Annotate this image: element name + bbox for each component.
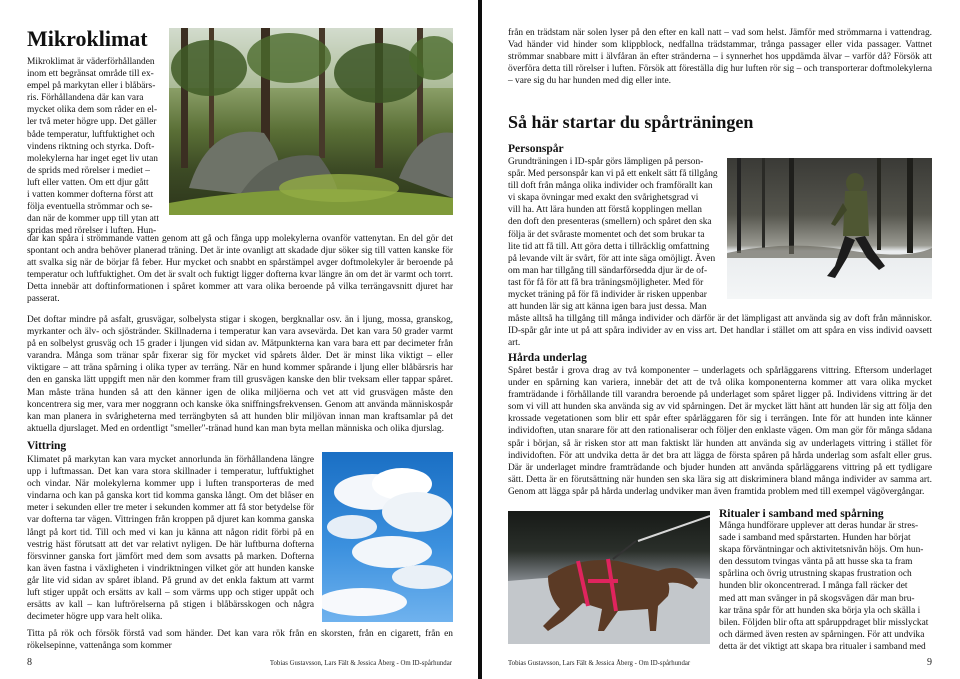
personspar-line: på levande vilt är svårt, för att inte säga omöjligt. Även xyxy=(508,253,716,264)
ritualer-line: sade i samband med spårstarten. Hunden har börjat xyxy=(719,533,911,544)
intro-line: spridas med rörelser i luften. Hun- xyxy=(27,226,157,237)
left-page xyxy=(0,0,478,679)
intro-line: följa eventuella strömmar och se- xyxy=(27,202,153,213)
ritualer-paragraph xyxy=(719,520,932,653)
intro-line: luft eller vatten. Om ett djur gått xyxy=(27,177,149,188)
vittring-paragraph: Klimatet på markytan kan vara mycket annorlunda än förhållandena längre upp i luftmassan. Det kan vara stora skillnader i temperatur, luftfuktighet och vindar. När molekylerna kommer upp i luften transporteras de med vindarna och kan på ganska kort tid komma ganska långt. Om det blåser en meter i sekunden eller tre meter i sekunden kommer att få stor betydelse för var dofterna tar vägen. Vittringen från kroppen på djuret kan komma ganska långt på kort tid. Till och med vi kan ju känna att någon ridit förbi på en vestrig häst förutsatt att det var relativt nyligen. De här luftburna dofterna försvinner ganska fort jämfört med dem som avsatts på marken. Dofterna kan även fastna i växligheten i vindriktningen vilket gör att hunden kanske går lite vid sidan av spåret ibland. På grund av det enkla faktum att varmt luft stiger uppåt och ersätts av kall – som värms upp och stiger uppåt och ersätts av kall – kan luftrörelserna på stigen i blåbärsskogen och några decimeter högre upp vara helt olika. xyxy=(27,455,314,623)
personspar-line: vill ha. Att lära hunden att förstå kopplingen mellan xyxy=(508,205,702,216)
ritualer-line: detta är det viktigt att skapa bra ritualer i samband med xyxy=(719,641,926,652)
personspar-line: vi skapa övningar med exakt den svårighetsgrad vi xyxy=(508,193,699,204)
page-footer: Tobias Gustavsson, Lars Fält & Jessica Åberg - Om ID-spårhundar xyxy=(269,660,452,667)
intro-line: ler två meter högre upp. Det gäller xyxy=(27,117,157,128)
continued-paragraph: från en trädstam när solen lyser på den efter en kall natt – vad som helst. Jämför med strömmarna i vattendrag. Vad händer vid hinder som klippblock, nedfallna trädstammar, trånga passager eller vida passager. Vattnet strömmar snabbare mitt i älvfåran än efter stränderna – i synnerhet hos uppdämda älvar – varför då? Försök att överföra detta till rörelser i luften. Försök att föreställa dig hur luften rör sig – och transporterar doftmolekylerna – vare sig du har hunden med dig eller inte. xyxy=(508,28,932,87)
page-footer: Tobias Gustavsson, Lars Fält & Jessica Åberg - Om ID-spårhundar xyxy=(508,660,691,667)
intro-line: Mikroklimat är väderförhållanden xyxy=(27,57,155,67)
personspar-line: till doft från många olika individer och framförallt kan xyxy=(508,181,713,192)
right-page xyxy=(482,0,960,679)
intro-line: dan när de kommer upp till ytan att xyxy=(27,214,159,225)
intro-line: de sprids med rörelser i mediet – xyxy=(27,165,150,176)
ritualer-line: den dessutom tvingas vänta på att husse ska ta fram xyxy=(719,557,913,568)
intro-line: molekylerna har inget eget liv utan xyxy=(27,153,158,164)
page-number: 9 xyxy=(927,657,932,668)
person-walking-forest-photo xyxy=(727,158,932,299)
vittring-heading: Vittring xyxy=(27,440,67,452)
harda-underlag-heading: Hårda underlag xyxy=(508,352,587,364)
ritualer-line: spårlina och övrig utrustning skapas frustration och xyxy=(719,569,912,580)
personspar-line: att hunden lär sig att känna igen bara just dessa. Man xyxy=(508,302,707,313)
section-heading: Så här startar du spårträningen xyxy=(508,112,754,132)
intro-line: ris. Förhållandena där kan vara xyxy=(27,93,144,104)
page-title: Mikroklimat xyxy=(27,26,148,51)
personspar-paragraph xyxy=(508,156,722,313)
ritualer-line: och därmed även resten av spårningen. För att undvika xyxy=(719,629,925,640)
personspar-line: lite tid att få till. Att göra detta i tillräcklig omfattning xyxy=(508,241,710,252)
personspar-line: den doft den presenteras (smellern) och spåret den ska xyxy=(508,217,712,228)
harda-underlag-paragraph: Spåret består i grova drag av två komponenter – underlagets och spårläggarens vittring. Eftersom underlaget under en spårning kan variera, innebär det att de två olika komponenterna kommer att vara olika mycket framträdande i förhållande till varandra beroende på underlaget som spåret ligger på. Individens vittring är det som vi vill att hunden ska använda sig av vid spårningen. Det är mycket lätt hänt att hunden lär sig att följa den krossade vegetationen som blir ett spår efter spårläggaren för sig i terrängen. Inte för att hunden inte känner individoften, utan snarare för att den rationaliserar och följer den enklaste vägen. Om man gör för många sådana spår i början, så är risken stor att man faktiskt lär hunden att använda sig av underlagets vittring i stället för individoften. För att undvika detta är det bra att lägga de första spåren på hårda underlag som asfalt eller grus. Där är underlaget mindre framträdande och bjuder hunden att använda spårläggarens vittring på ett tydligare sätt. Detta är en förutsättning när hunden sen ska lära sig att diskriminera bland många individer av samma art. Genom att lägga spår på hårda underlag undviker man även framtida problem med till exempel vägövergångar. xyxy=(508,366,932,497)
personspar-line: spår. Med personspår kan vi på ett enkelt sätt få tillgång xyxy=(508,169,718,180)
dog-harness-tracking-photo xyxy=(508,511,710,644)
ritualer-line: bilen. Följden blir ofta att spåruppdraget blir misslyckat xyxy=(719,617,929,628)
personspar-heading: Personspår xyxy=(508,143,564,155)
personspar-line: Grundträningen i ID-spår görs lämpligen på person- xyxy=(508,157,704,167)
personspar-line: följa är det svåraste momentet och det som brukar ta xyxy=(508,229,705,240)
personspar-line: mycket träning på för få individer är risken uppenbar xyxy=(508,290,707,301)
intro-paragraph xyxy=(27,56,163,237)
forest-rocks-photo xyxy=(169,28,453,215)
ritualer-heading: Ritualer i samband med spårning xyxy=(719,508,884,520)
cloudy-sky-photo xyxy=(322,452,453,622)
ritualer-line: med att man svänger in på skogsvägen där man bru- xyxy=(719,593,915,604)
page-number: 8 xyxy=(27,657,32,668)
intro-line: mycket olika dem som råder en el- xyxy=(27,105,158,116)
ritualer-line: Många hundförare upplever att deras hundar är stres- xyxy=(719,521,919,531)
personspar-paragraph-rest: måste alltså ha tillgång till många individer och därför är det lämpligast att använda sig av doft från människor. ID-spår går inte ut på att spåra individer av en viss art. Det handlar i stället om att spåra en viss individ oavsett art. xyxy=(508,314,932,349)
body-paragraph-2: Det doftar mindre på asfalt, grusvägar, solbelysta stigar i skogen, bergknallar osv. än i ljung, mossa, granskog, myrkanter och älv- och sjöstränder. Skillnaderna i temperatur kan vara avsevärda. Det kan vara 50 grader varmt på en solbelyst grusväg och 15 grader i ljungen vid sidan av. Mätpunkterna kan vara bara ett par decimeter från varandra. Många som tränar spår fixerar sig för mycket vid spårets ålder. Det är minst lika viktigt – eller viktigare – att träna spårning i olika typer av terräng. När en hund kommer spårande i ljung eller blåbärsris har den en ganska lätt uppgift men när den kommer fram till grusvägen kanske den blir tveksam eller tappar spåret. Man måste träna hunden så att den känner igen de olika miljöerna och vet att vid grusvägen måste den koncentrera sig mer, vara mer noggrann och kanske öka sniffningsfrekvensen. Genom att använda människospår kan man planera in svårigheterna med terrängbyten så att hunden blir miljövan innan man kraftsamlar på det aktuella djurslaget. Med en ordentligt "smeller"-tränad hund kan man byta mellan människa och olika djurslag. xyxy=(27,315,453,434)
intro-line: empel på markytan eller i blåbärs- xyxy=(27,81,156,92)
ritualer-line: skapa förväntningar och aktivitetsnivån höjs. Om hun- xyxy=(719,545,924,556)
intro-line: inom ett begränsat område till ex- xyxy=(27,69,154,80)
personspar-line: om man har tillgång till sändarförsedda djur är de of- xyxy=(508,265,708,276)
closing-paragraph: Titta på rök och försök förstå vad som händer. Det kan vara rök från en skorsten, från en cigarett, från en rökelsepinne, vattenånga som kommer xyxy=(27,629,453,652)
body-paragraph-1-rest: dar kan spåra i strömmande vatten genom att gå och fånga upp molekylerna ovanför vattenytan. En del gör det spontant och andra behöver planerad träning. Det är inte ovanligt att skadade djur söker sig till vatten kanske för att svalka sig när de börjar få feber. Hur mycket och snabbt en spårstämpel avger doftmolekyler är beroende på temperatur och luftfuktighet. Om det är svalt och fuktigt ligger dofterna kvar längre än om det är varmt och torrt. Detta innebär att doftinformationen i spåret kommer att vara olika beroende på vilka terrängavsnitt djuret har passerat. xyxy=(27,234,453,305)
intro-line: både temperatur, luftfuktighet och xyxy=(27,129,155,140)
ritualer-line: kar träna spår för att hunden ska börja yla och skälla i xyxy=(719,605,921,616)
intro-line: i vatten kommer dofterna först att xyxy=(27,190,154,201)
ritualer-line: hunden blir okoncentrerad. I många fall räcker det xyxy=(719,581,908,592)
intro-line: vindens riktning och styrka. Doft- xyxy=(27,141,155,152)
personspar-line: tast för få för att få bra träningsmöjligheter. Med för xyxy=(508,277,704,288)
